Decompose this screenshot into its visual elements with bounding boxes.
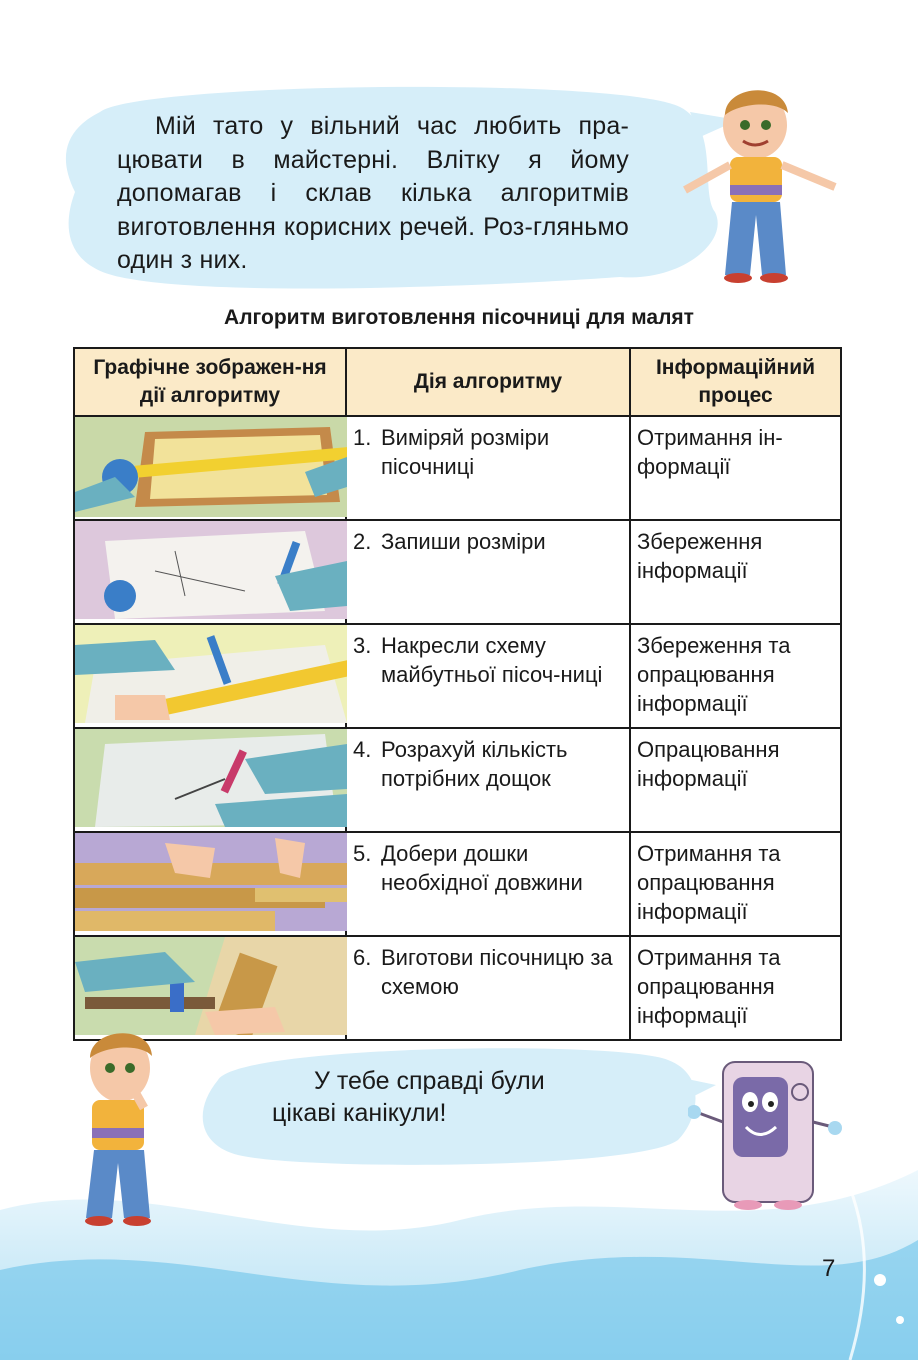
step-action-text: Розрахуй кількість потрібних дощок [381, 737, 568, 791]
step-6-image [74, 936, 346, 1040]
selecting-boards-icon [75, 833, 347, 931]
header-action: Дія алгоритму [346, 348, 630, 416]
computer-character-icon [688, 1052, 843, 1212]
step-2-action: 2. Запиши розміри [346, 520, 630, 624]
step-action-text: Запиши розміри [381, 529, 546, 554]
table-row [74, 520, 841, 624]
drawing-scheme-icon [75, 625, 347, 723]
step-1-image [74, 416, 346, 520]
step-4-process: Опрацювання інформації [630, 728, 841, 832]
step-4-action: 4. Розрахуй кількість потрібних дощок [346, 728, 630, 832]
measuring-sandbox-icon [75, 417, 347, 517]
step-3-image [74, 624, 346, 728]
step-3-action: 3. Накресли схему майбутньої пісоч-ниці [346, 624, 630, 728]
header-process: Інформаційний процес [630, 348, 841, 416]
step-action-text: Виміряй розміри пісочниці [381, 425, 550, 479]
building-sandbox-icon [75, 937, 347, 1035]
boy-character-icon [680, 85, 845, 285]
step-4-image [74, 728, 346, 832]
calculating-boards-icon [75, 729, 347, 827]
table-row [74, 416, 841, 520]
writing-dimensions-icon [75, 521, 347, 619]
step-1-process: Отримання ін-формації [630, 416, 841, 520]
boy-thinking-character-icon [70, 1028, 170, 1233]
page-number: 7 [822, 1255, 836, 1282]
step-1-action: 1. Виміряй розміри пісочниці [346, 416, 630, 520]
step-action-text: Добери дошки необхідної довжини [381, 841, 583, 895]
step-action-text: Виготови пісочницю за схемою [381, 945, 613, 999]
step-3-process: Збереження та опрацювання інформації [630, 624, 841, 728]
step-2-image [74, 520, 346, 624]
outro-speech-text: У тебе справді були цікаві канікули! [272, 1067, 545, 1127]
step-5-process: Отримання та опрацювання інформації [630, 832, 841, 936]
table-row [74, 624, 841, 728]
step-2-process: Збереження інформації [630, 520, 841, 624]
intro-speech-text: Мій тато у вільний час любить пра-цювати в майстерні. Влітку я йому допомагав і склав кілька алгоритмів виготовлення корисних речей. Роз-гляньмо один з них. [117, 112, 629, 274]
table-title: Алгоритм виготовлення пісочниці для малят [224, 306, 694, 329]
table-row [74, 728, 841, 832]
step-action-text: Накресли схему майбутньої пісоч-ниці [381, 633, 603, 687]
step-5-image [74, 832, 346, 936]
step-6-action: 6. Виготови пісочницю за схемою [346, 936, 630, 1040]
table-header-row [74, 348, 841, 416]
algorithm-table [73, 347, 842, 1041]
table-row [74, 936, 841, 1040]
header-image: Графічне зображен-ня дії алгоритму [74, 348, 346, 416]
step-6-process: Отримання та опрацювання інформації [630, 936, 841, 1040]
table-row [74, 832, 841, 936]
step-5-action: 5. Добери дошки необхідної довжини [346, 832, 630, 936]
